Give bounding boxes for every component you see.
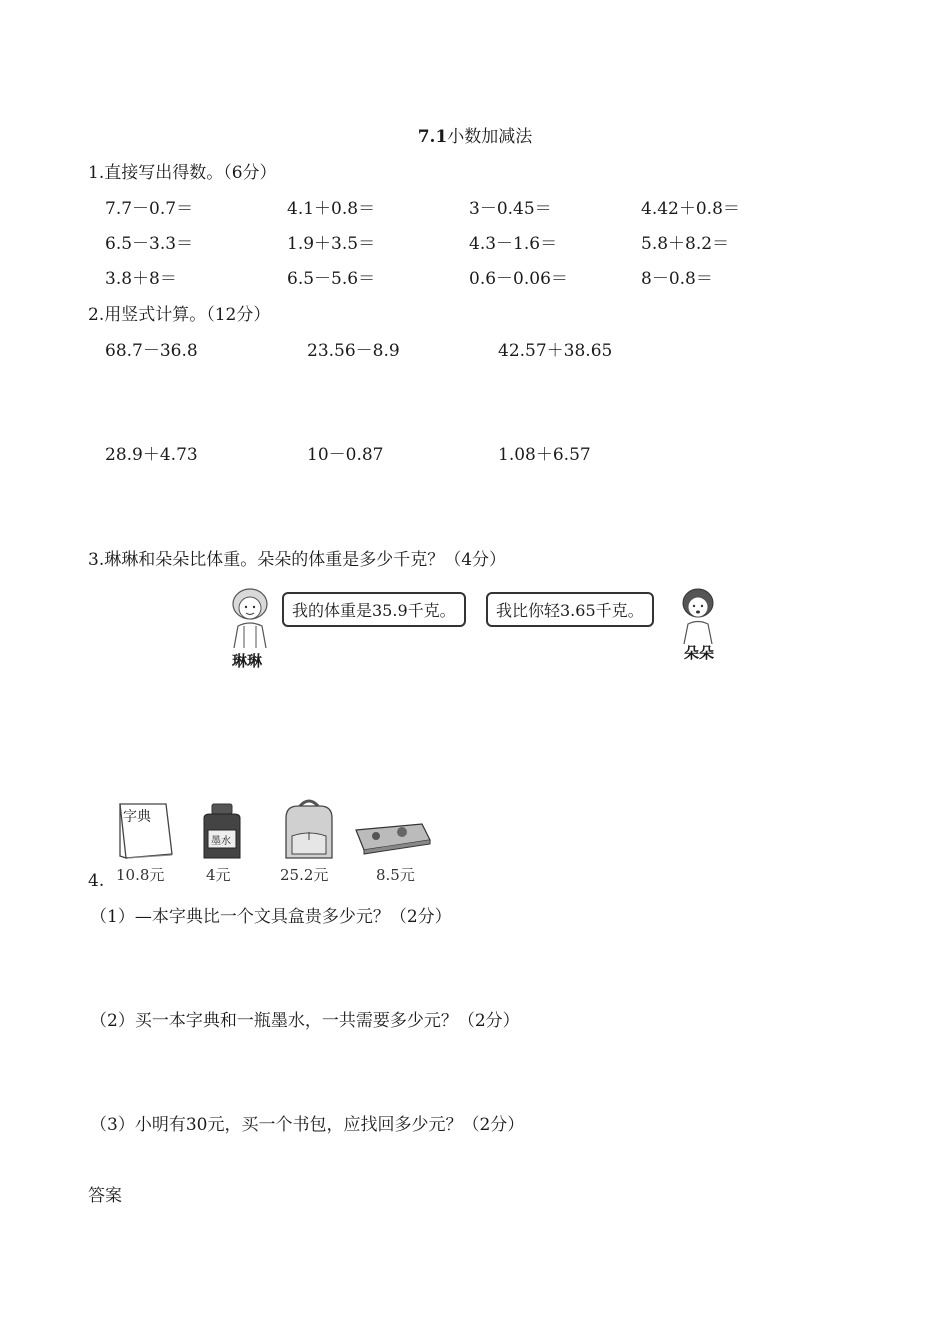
pencil-case-price: 8.5元 [376, 866, 415, 884]
dictionary-label: 字典 [123, 809, 151, 825]
q2-r2c1: 28.9＋4.73 [105, 445, 198, 465]
q4-number: 4. [88, 871, 105, 891]
q2-r1c2: 23.56－8.9 [307, 341, 400, 361]
answer-heading: 答案 [88, 1186, 122, 1206]
q1-r2c2: 1.9＋3.5＝ [287, 234, 376, 254]
q2-r1c3: 42.57＋38.65 [498, 341, 613, 361]
q2-heading: 2.用竖式计算。（12分） [88, 305, 271, 325]
q1-r1c2: 4.1＋0.8＝ [287, 199, 376, 219]
q1-r3c3: 0.6－0.06＝ [469, 269, 568, 289]
q1-r3c1: 3.8＋8＝ [105, 269, 177, 289]
q4-illustration [108, 796, 438, 886]
q1-r1c4: 4.42＋0.8＝ [641, 199, 740, 219]
q4-sub2: （2）买一本字典和一瓶墨水，一共需要多少元？（2分） [90, 1011, 520, 1031]
duoduo-name: 朵朵 [684, 644, 715, 662]
girl-duoduo-figure [670, 586, 726, 644]
linlin-speech-bubble [282, 592, 466, 627]
q1-r1c3: 3－0.45＝ [469, 199, 552, 219]
title-text: 小数加减法 [447, 127, 533, 147]
pencil-case-icon [352, 820, 432, 856]
schoolbag-icon [278, 796, 340, 862]
q1-r2c3: 4.3－1.6＝ [469, 234, 558, 254]
duoduo-speech: 我比你轻3.65千克。 [496, 601, 644, 620]
linlin-name: 琳琳 [232, 652, 263, 670]
q1-r3c4: 8－0.8＝ [641, 269, 713, 289]
q1-r2c4: 5.8＋8.2＝ [641, 234, 730, 254]
q3-heading: 3.琳琳和朵朵比体重。朵朵的体重是多少千克？（4分） [88, 550, 507, 570]
q2-r2c2: 10－0.87 [307, 445, 384, 465]
schoolbag-price: 25.2元 [280, 866, 329, 884]
page-title [0, 126, 950, 148]
q3-illustration [218, 584, 730, 680]
ink-price: 4元 [206, 866, 231, 884]
q1-r2c1: 6.5－3.3＝ [105, 234, 194, 254]
dictionary-price: 10.8元 [116, 866, 165, 884]
q2-r2c3: 1.08＋6.57 [498, 445, 591, 465]
q4-sub3: （3）小明有30元，买一个书包，应找回多少元？（2分） [90, 1115, 525, 1135]
girl-linlin-figure [222, 586, 278, 648]
q4-sub1: （1）—本字典比一个文具盒贵多少元？（2分） [90, 907, 452, 927]
q2-r1c1: 68.7－36.8 [105, 341, 198, 361]
q1-r3c2: 6.5－5.6＝ [287, 269, 376, 289]
q1-heading: 1.直接写出得数。（6分） [88, 163, 277, 183]
duoduo-speech-bubble [486, 592, 654, 627]
q1-r1c1: 7.7－0.7＝ [105, 199, 194, 219]
title-number: 7.1 [417, 127, 448, 147]
ink-label: 墨水 [211, 836, 231, 847]
linlin-speech: 我的体重是35.9千克。 [292, 601, 456, 620]
